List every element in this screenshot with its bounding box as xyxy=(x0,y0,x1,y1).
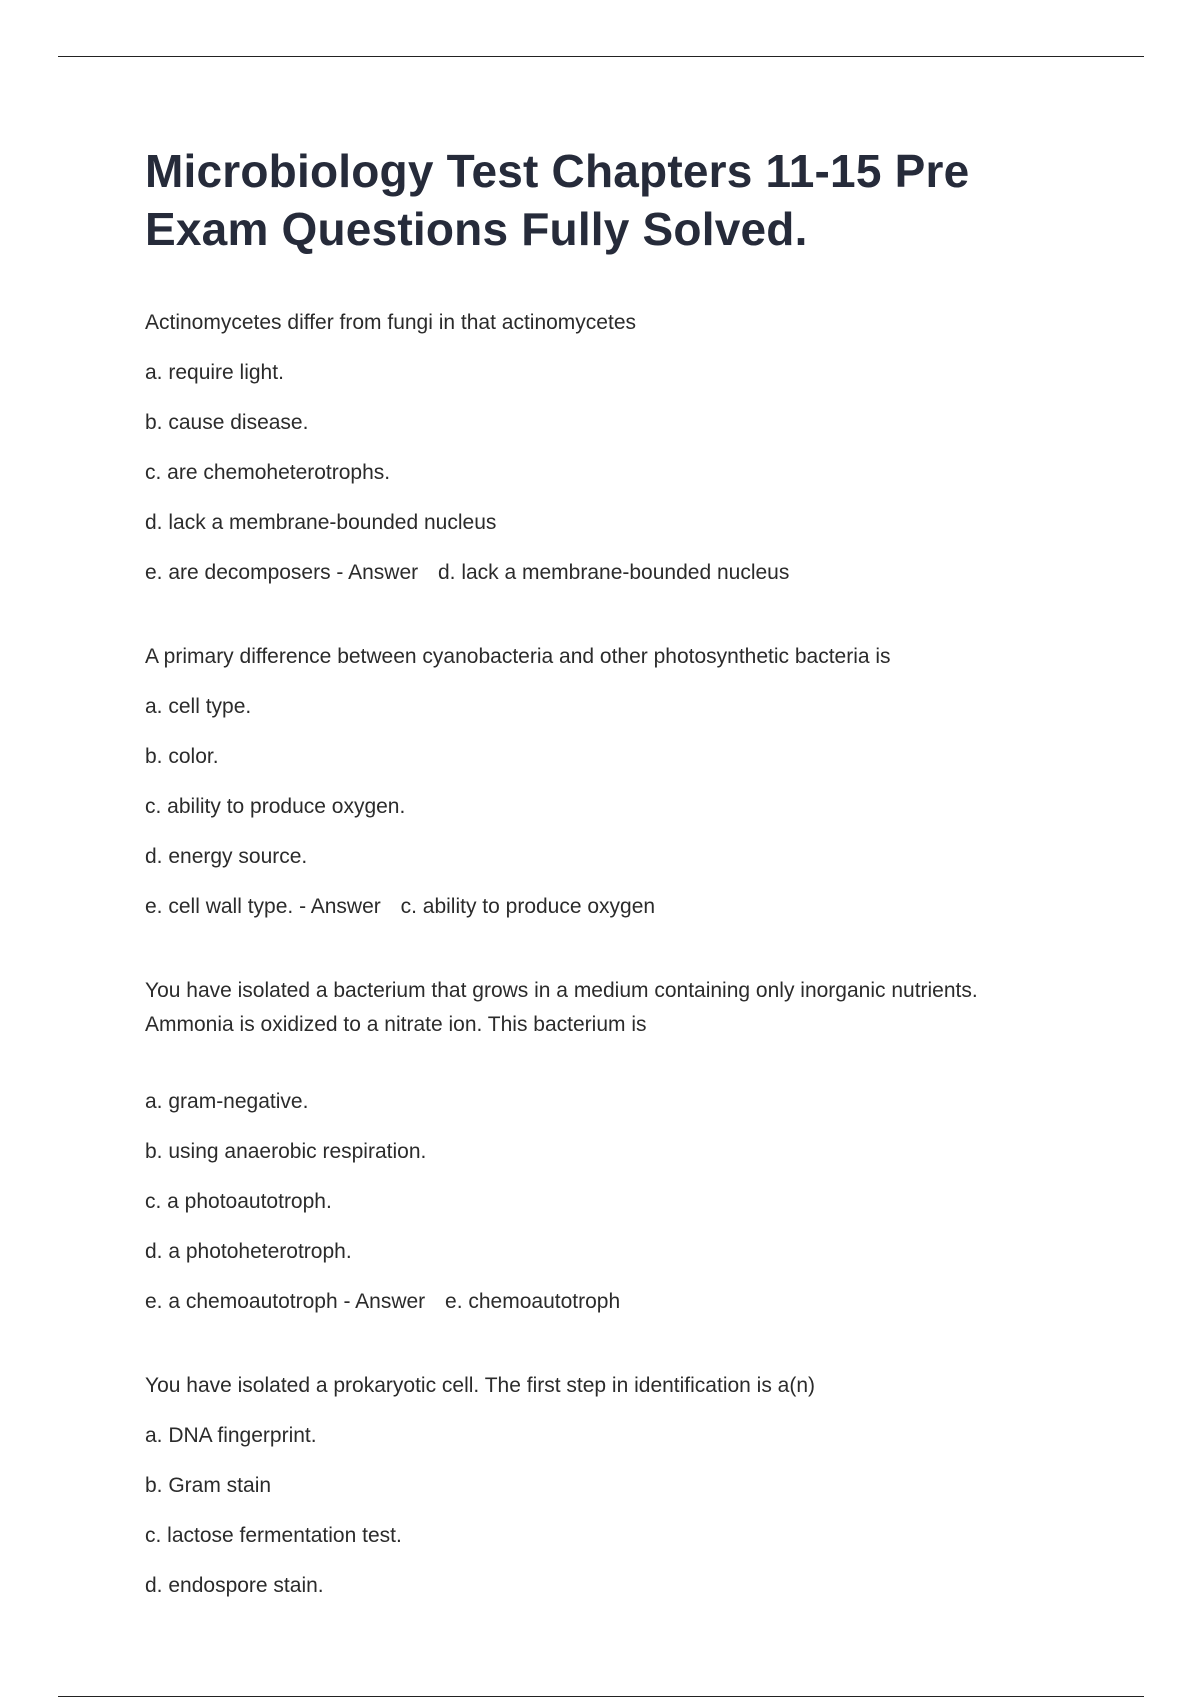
top-rule xyxy=(58,56,1144,57)
option-a: a. require light. xyxy=(145,361,284,384)
option-e-with-answer xyxy=(145,1284,1065,1319)
option-b: b. color. xyxy=(145,745,219,768)
document-body xyxy=(145,142,1065,1653)
option-c: c. a photoautotroph. xyxy=(145,1190,332,1213)
option-b: b. Gram stain xyxy=(145,1474,272,1497)
option-e-with-answer xyxy=(145,889,1065,924)
question-list xyxy=(145,306,1065,1603)
option-e: e. are decomposers - Answer xyxy=(145,561,419,584)
answer-text: c. ability to produce oxygen xyxy=(400,895,656,918)
question-text: You have isolated a bacterium that grows in a medium containing only inorganic nutrients. Ammonia is oxidized to a nitrate ion. This bacterium is xyxy=(145,979,978,1036)
question-text: A primary difference between cyanobacteria and other photosynthetic bacteria is xyxy=(145,645,891,668)
option-b: b. using anaerobic respiration. xyxy=(145,1140,427,1163)
option-a: a. gram-negative. xyxy=(145,1090,309,1113)
option-a: a. DNA fingerprint. xyxy=(145,1424,317,1447)
option-c: c. are chemoheterotrophs. xyxy=(145,461,391,484)
question-item xyxy=(145,306,1065,590)
option-c: c. ability to produce oxygen. xyxy=(145,795,406,818)
answer-text: d. lack a membrane-bounded nucleus xyxy=(437,561,790,584)
option-d: d. endospore stain. xyxy=(145,1574,324,1597)
question-text: Actinomycetes differ from fungi in that actinomycetes xyxy=(145,311,636,334)
option-e: e. cell wall type. - Answer xyxy=(145,895,381,918)
question-item xyxy=(145,974,1065,1319)
question-item xyxy=(145,640,1065,924)
answer-text: e. chemoautotroph xyxy=(445,1290,621,1313)
option-e: e. a chemoautotroph - Answer xyxy=(145,1290,426,1313)
option-e-with-answer xyxy=(145,555,1065,590)
question-text: You have isolated a prokaryotic cell. The first step in identification is a(n) xyxy=(145,1374,816,1397)
option-b: b. cause disease. xyxy=(145,411,309,434)
document-title: Microbiology Test Chapters 11-15 Pre Exam Questions Fully Solved. xyxy=(145,145,970,255)
option-d: d. lack a membrane-bounded nucleus xyxy=(145,511,497,534)
option-c: c. lactose fermentation test. xyxy=(145,1524,402,1547)
option-a: a. cell type. xyxy=(145,695,252,718)
bottom-rule xyxy=(58,1696,1144,1697)
question-item xyxy=(145,1369,1065,1603)
option-d: d. a photoheterotroph. xyxy=(145,1240,352,1263)
option-d: d. energy source. xyxy=(145,845,308,868)
